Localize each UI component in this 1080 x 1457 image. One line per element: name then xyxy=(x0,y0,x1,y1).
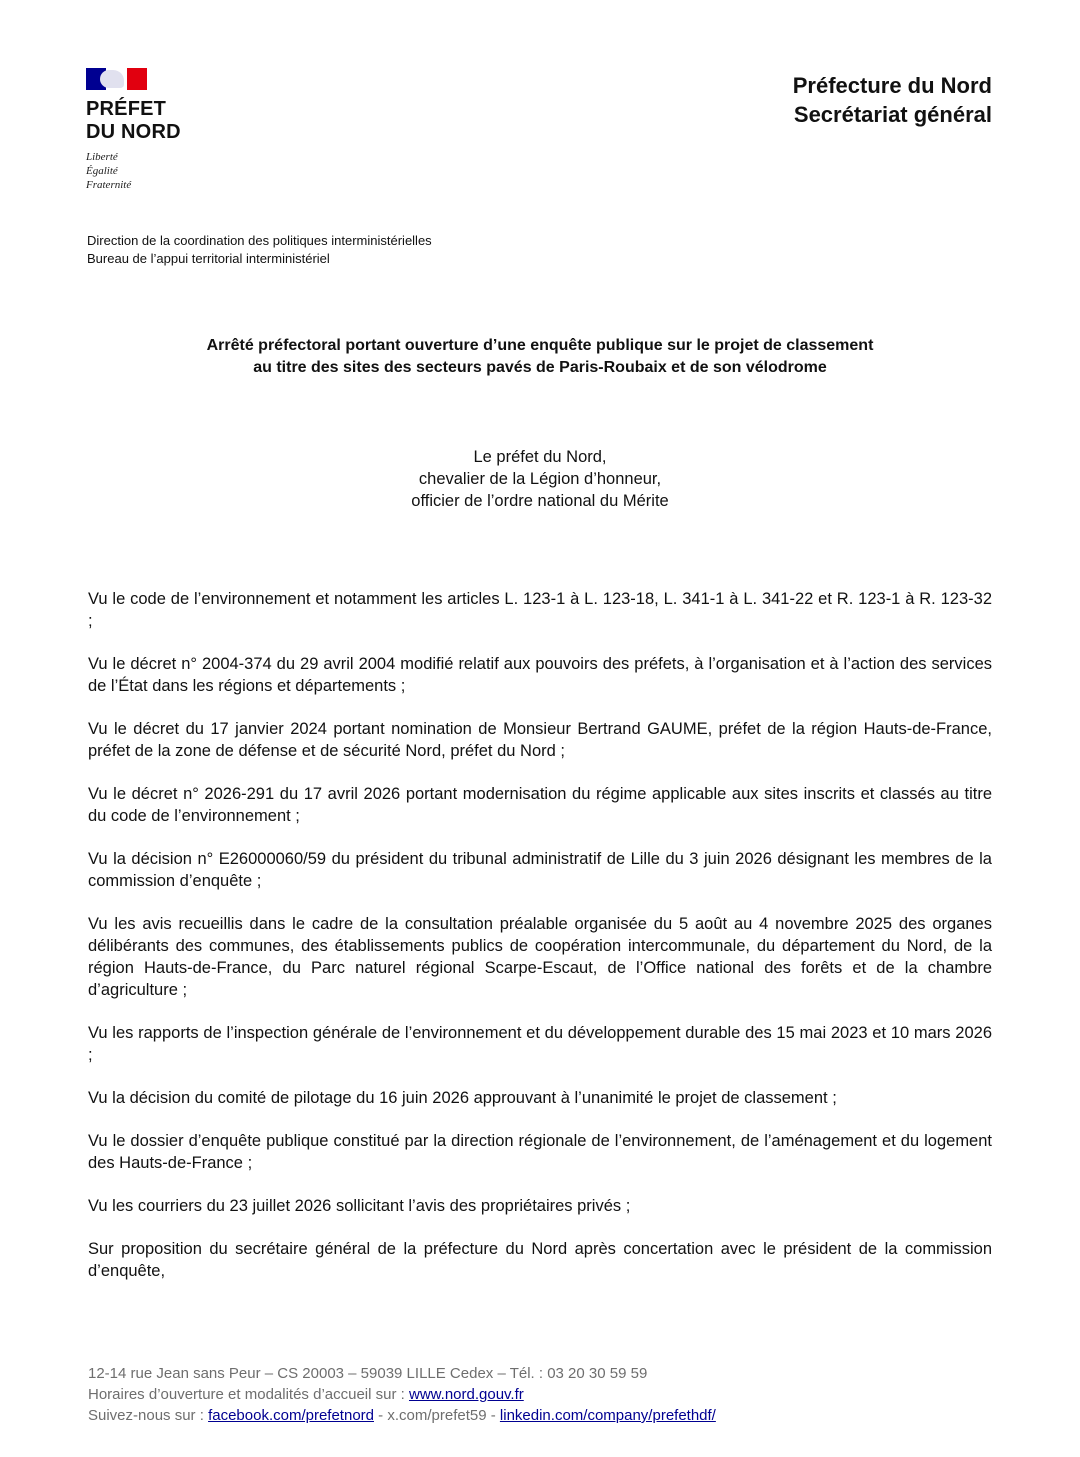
footer xyxy=(88,1363,716,1426)
considerant-paragraph: Vu les avis recueillis dans le cadre de la consultation préalable organisée du 5 août au 4 novembre 2025 des organes délibérants des communes, des établissements publics de coopération intercommunale, du département du Nord, de la région Hauts-de-France, du Parc naturel régional Scarpe-Escaut, de l’Office national des forêts et de la chambre d’agriculture ; xyxy=(88,915,992,999)
devise-egalite: Égalité xyxy=(86,165,118,177)
considerant-paragraph: Vu la décision du comité de pilotage du 16 juin 2026 approuvant à l’unanimité le projet de classement ; xyxy=(88,1089,837,1107)
considerants-list xyxy=(88,588,992,1303)
devise-liberte: Liberté xyxy=(86,151,118,163)
prefet-line2: chevalier de la Légion d’honneur, xyxy=(418,470,662,488)
service-block xyxy=(87,232,432,268)
website-link[interactable]: www.nord.gouv.fr xyxy=(408,1386,524,1403)
considerant-paragraph: Sur proposition du secrétaire général de la préfecture du Nord après concertation avec le président de la commission d’enquête, xyxy=(88,1240,992,1280)
considerant-paragraph: Vu le dossier d’enquête publique constitué par la direction régionale de l’environnement, de l’aménagement et du logement des Hauts-de-France ; xyxy=(88,1132,992,1172)
footer-social xyxy=(88,1405,716,1426)
footer-separator: - xyxy=(486,1407,500,1424)
prefecture-header xyxy=(793,71,992,129)
header-line2: Secrétariat général xyxy=(793,102,992,127)
header-line1: Préfecture du Nord xyxy=(792,73,992,98)
devise xyxy=(86,150,226,192)
x-account-text: x.com/prefet59 xyxy=(387,1407,487,1424)
facebook-link[interactable]: facebook.com/prefetnord xyxy=(208,1407,374,1424)
considerant-paragraph: Vu les courriers du 23 juillet 2026 sollicitant l’avis des propriétaires privés ; xyxy=(88,1197,631,1215)
logo-title-line2: DU NORD xyxy=(86,121,181,143)
prefet-line3: officier de l’ordre national du Mérite xyxy=(411,492,669,510)
considerant-paragraph: Vu le décret du 17 janvier 2024 portant nomination de Monsieur Bertrand GAUME, préfet de la région Hauts-de-France, préfet de la zone de défense et de sécurité Nord, préfet du Nord ; xyxy=(88,720,992,760)
footer-follow-label: Suivez-nous sur : xyxy=(88,1407,209,1424)
devise-fraternite: Fraternité xyxy=(86,179,132,191)
considerant-paragraph: Vu le décret n° 2004-374 du 29 avril 2004 modifié relatif aux pouvoirs des préfets, à l’organisation et à l’action des services de l’État dans les régions et départements ; xyxy=(88,655,992,695)
document-title xyxy=(86,335,994,379)
logo-title-line1: PRÉFET xyxy=(86,98,167,120)
prefet-line1: Le préfet du Nord, xyxy=(473,448,607,466)
linkedin-link[interactable]: linkedin.com/company/prefethdf/ xyxy=(499,1407,716,1424)
considerant-paragraph: Vu les rapports de l’inspection générale de l’environnement et du développement durable des 15 mai 2023 et 10 mars 2026 ; xyxy=(88,1024,992,1064)
considerant-paragraph: Vu le code de l’environnement et notamment les articles L. 123-1 à L. 123-18, L. 341-1 à L. 341-22 et R. 123-1 à R. 123-32 ; xyxy=(88,590,992,630)
prefecture-logo xyxy=(86,68,226,192)
footer-horaires xyxy=(88,1384,716,1405)
title-line2: au titre des sites des secteurs pavés de Paris-Roubaix et de son vélodrome xyxy=(253,359,827,376)
title-line1: Arrêté préfectoral portant ouverture d’une enquête publique sur le projet de classement xyxy=(206,337,874,354)
service-line1: Direction de la coordination des politiques interministérielles xyxy=(87,233,432,248)
prefet-block xyxy=(86,446,994,512)
considerant-paragraph: Vu le décret n° 2026-291 du 17 avril 2026 portant modernisation du régime applicable aux sites inscrits et classés au titre du code de l’environnement ; xyxy=(88,785,992,825)
footer-horaires-label: Horaires d’ouverture et modalités d’accueil sur : xyxy=(88,1386,409,1403)
considerant-paragraph: Vu la décision n° E26000060/59 du président du tribunal administratif de Lille du 3 juin 2026 désignant les membres de la commission d’enquête ; xyxy=(88,850,992,890)
footer-address: 12-14 rue Jean sans Peur – CS 20003 – 59039 LILLE Cedex – Tél. : 03 20 30 59 59 xyxy=(88,1365,648,1382)
marianne-flag-icon xyxy=(86,68,147,90)
service-line2: Bureau de l’appui territorial interministériel xyxy=(87,251,330,266)
footer-separator: - xyxy=(374,1407,388,1424)
logo-title xyxy=(86,98,226,144)
